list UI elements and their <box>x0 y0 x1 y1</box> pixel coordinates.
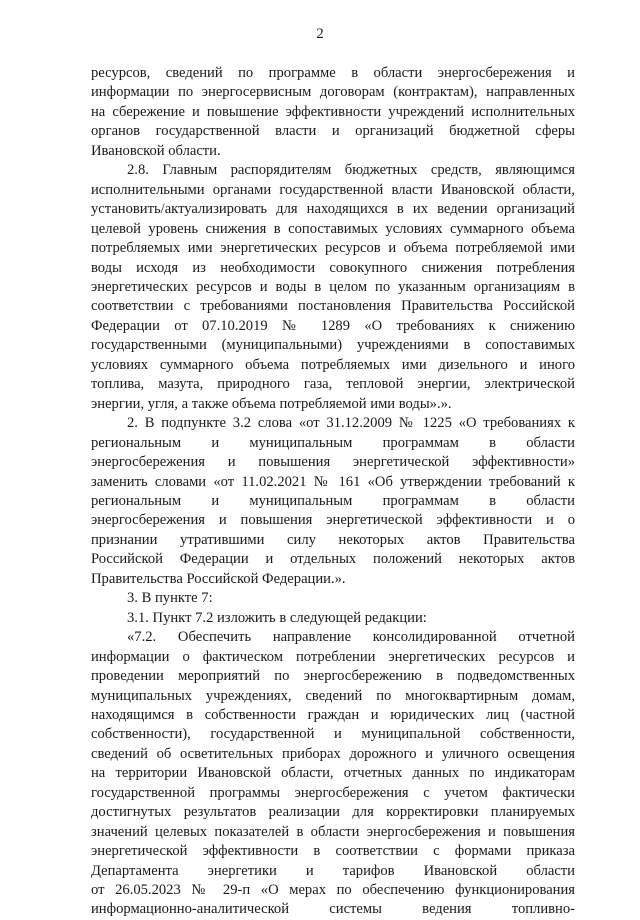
text-line: муниципальных учреждениях, сведений по многоквартирным домам, <box>91 687 575 704</box>
text-line: на территории Ивановской области, отчетных данных по индикаторам <box>91 765 575 782</box>
paragraph-p-continuation <box>91 64 575 161</box>
paragraph-p-2-8 <box>91 161 575 414</box>
text-line: «7.2. Обеспечить направление консолидированной отчетной <box>127 629 575 646</box>
text-line: Ивановской области. <box>91 142 221 159</box>
text-line: региональным и муниципальным программам в области <box>91 434 575 451</box>
document-body <box>91 64 575 920</box>
text-line: энергосбережения и повышения энергетической эффективности» <box>91 454 575 471</box>
text-line: заменить словами «от 11.02.2021 № 161 «Об утверждении требований к <box>91 473 575 490</box>
text-line: от 26.05.2023 № 29-п «О мерах по обеспечению функционирования <box>91 882 575 899</box>
text-line: 2. В подпункте 3.2 слова «от 31.12.2009 № 1225 «О требованиях к <box>127 415 575 432</box>
page-number: 2 <box>316 26 324 42</box>
text-line: информационно-аналитической системы ведения топливно- <box>91 901 575 918</box>
text-line: признании утратившими силу некоторых актов Правительства <box>91 531 575 548</box>
text-line: воды исходя из необходимости совокупного снижения потребления <box>91 259 575 276</box>
text-line: собственности), государственной и муниципальной собственности, <box>91 726 575 743</box>
text-line: проведении мероприятий по энергосбережению в подведомственных <box>91 668 575 685</box>
text-line: энергосбережения и повышения энергетической эффективности и о <box>91 512 575 529</box>
text-line: установить/актуализировать для находящихся в их ведении организаций <box>91 201 575 218</box>
text-line: ресурсов, сведений по программе в области энергосбережения и <box>91 65 575 81</box>
text-line: топлива, мазута, природного газа, тепловой энергии, электрической <box>91 376 575 393</box>
text-line: сведений об осветительных приборах дорожного и уличного освещения <box>91 745 575 762</box>
text-line: условиях суммарного объема потребляемых ими дизельного и иного <box>91 356 575 373</box>
text-line: государственными (муниципальными) учреждениями в сопоставимых <box>91 337 575 354</box>
text-line: региональным и муниципальным программам в области <box>91 492 575 509</box>
paragraph-p-item-2 <box>91 414 575 589</box>
text-line: 3. В пункте 7: <box>127 590 213 607</box>
text-line: энергии, угля, а также объема потребляемой ими воды».». <box>91 395 452 412</box>
paragraph-p-item-3 <box>91 589 575 608</box>
text-line: на сбережение и повышение эффективности учреждений исполнительных <box>91 103 575 120</box>
text-line: Правительства Российской Федерации.». <box>91 570 346 587</box>
text-line: государственной программы энергосбережения с учетом фактически <box>91 784 575 801</box>
text-line: информации по энергосервисным договорам (контрактам), направленных <box>91 84 575 101</box>
text-line: достигнутых результатов реализации для корректировки планируемых <box>91 804 575 821</box>
paragraph-p-7-2 <box>91 628 575 920</box>
text-line: исполнительными органами государственной власти Ивановской области, <box>91 181 575 198</box>
paragraph-p-item-3-1 <box>91 609 575 628</box>
text-line: энергетической эффективности в соответствии с формами приказа <box>91 843 575 860</box>
text-line: Департамента энергетики и тарифов Ивановской области <box>91 862 575 879</box>
text-line: энергетических ресурсов и воды в целом по указанным организациям в <box>91 278 575 295</box>
text-line: соответствии с требованиями постановления Правительства Российской <box>91 298 575 315</box>
text-line: органов государственной власти и организаций бюджетной сферы <box>91 123 575 140</box>
text-line: находящимся в собственности граждан и юридических лиц (частной <box>91 706 575 723</box>
text-line: Федерации от 07.10.2019 № 1289 «О требованиях к снижению <box>91 317 575 334</box>
text-line: 2.8. Главным распорядителям бюджетных средств, являющимся <box>127 162 575 179</box>
text-line: Российской Федерации и отдельных положений некоторых актов <box>91 551 575 568</box>
text-line: потребляемых ими энергетических ресурсов и объема потребляемой ими <box>91 240 575 257</box>
text-line: информации о фактическом потреблении энергетических ресурсов и <box>91 648 575 665</box>
text-line: целевой уровень снижения в сопоставимых условиях суммарного объема <box>91 220 575 237</box>
text-line: 3.1. Пункт 7.2 изложить в следующей редакции: <box>127 609 427 626</box>
text-line: значений целевых показателей в области энергосбережения и повышения <box>91 823 575 840</box>
